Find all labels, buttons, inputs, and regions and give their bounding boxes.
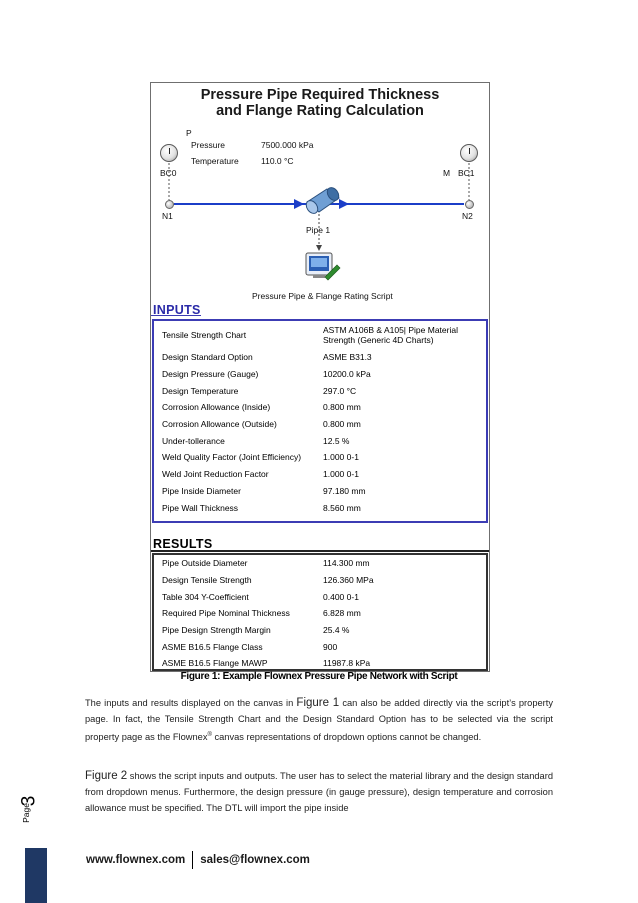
n1-label: N1 [162, 211, 173, 221]
property-value[interactable]: 297.0 °C [323, 385, 357, 396]
inputs-box [152, 319, 488, 523]
property-name: Design Pressure (Gauge) [162, 369, 259, 380]
footer-email-link[interactable]: sales@flownex.com [200, 854, 310, 867]
inputs-table [154, 321, 486, 516]
property-value[interactable]: 10200.0 kPa [323, 369, 371, 380]
table-row[interactable] [154, 416, 486, 433]
property-name: Tensile Strength Chart [162, 330, 247, 340]
property-name: Under-tollerance [162, 435, 225, 446]
network-diagram [151, 83, 489, 313]
script-icon[interactable] [306, 253, 340, 280]
page-number: 3 [18, 795, 40, 807]
table-row[interactable] [154, 638, 374, 655]
table-row[interactable] [154, 399, 486, 416]
network-figure [150, 82, 490, 672]
results-box [152, 553, 488, 671]
pipe-label: Pipe 1 [306, 225, 331, 235]
m-marker: M [443, 168, 451, 178]
footer-website-link[interactable]: www.flownex.com [86, 854, 186, 867]
pressure-value: 7500.000 kPa [261, 140, 314, 150]
inputs-heading: INPUTS [153, 303, 201, 317]
table-row[interactable] [154, 655, 374, 672]
node-n1[interactable] [165, 200, 174, 209]
figure-title-line1: Pressure Pipe Required Thickness [200, 87, 440, 103]
property-value[interactable]: 900 [323, 641, 338, 652]
page-number-label [18, 790, 48, 838]
pipe-icon[interactable] [304, 185, 341, 215]
node-n2[interactable] [465, 200, 474, 209]
property-value[interactable]: 114.300 mm [323, 558, 370, 569]
property-value[interactable]: 97.180 mm [323, 485, 366, 496]
table-row[interactable] [154, 572, 374, 589]
figure-2-reference[interactable]: Figure 2 [85, 770, 128, 782]
bc0-label: BC0 [160, 168, 177, 178]
property-value[interactable]: 25.4 % [323, 625, 350, 636]
property-value[interactable]: ASTM A106B & A105| Pipe Material Strength (Generic 4D Charts) [323, 325, 458, 345]
property-name: Design Tensile Strength [162, 575, 252, 586]
property-name: Required Pipe Nominal Thickness [162, 608, 290, 619]
n2-label: N2 [462, 211, 473, 221]
paragraph-1-part-c: canvas representations of dropdown options cannot be changed. [211, 732, 482, 743]
temperature-value: 110.0 °C [261, 156, 294, 166]
figure-title-line2: and Flange Rating Calculation [216, 103, 424, 119]
property-value[interactable]: ASME B31.3 [323, 352, 372, 363]
property-value[interactable]: 126.360 MPa [323, 575, 374, 586]
paragraph-2-text: shows the script inputs and outputs. The user has to select the material library and the design standard from dropdown menus. Furthermore, the design pressure (in gauge pressure), design temperature and corrosion allowance must be specified. The DTL will import the pipe inside [85, 771, 553, 813]
figure-caption: Figure 1: Example Flownex Pressure Pipe Network with Script [180, 671, 458, 682]
property-value[interactable]: 11987.8 kPa [323, 658, 371, 669]
table-row[interactable] [154, 483, 486, 500]
flow-arrow-right-icon [339, 199, 349, 209]
table-row[interactable] [154, 432, 486, 449]
property-name: Pipe Wall Thickness [162, 502, 239, 513]
pressure-label: Pressure [191, 140, 226, 150]
property-name: Weld Quality Factor (Joint Efficiency) [162, 452, 302, 463]
flow-arrow-left-icon [294, 199, 304, 209]
results-table [154, 555, 374, 672]
paragraph-1 [85, 695, 553, 745]
property-name: Pipe Inside Diameter [162, 485, 241, 496]
property-value[interactable]: 0.800 mm [323, 402, 361, 413]
property-value[interactable]: 0.800 mm [323, 419, 361, 430]
script-label: Pressure Pipe & Flange Rating Script [252, 291, 393, 301]
paragraph-1-part-b: can also be added directly via the script’s property page. In fact, the Tensile Strength Chart and the Design Standard Option has to be selected via the script property page as the Flownex [85, 698, 553, 743]
prop-marker: P [186, 128, 192, 138]
table-row[interactable] [154, 366, 486, 383]
property-value[interactable]: 0.400 0-1 [323, 591, 359, 602]
property-value[interactable]: 8.560 mm [323, 502, 361, 513]
property-name: Corrosion Allowance (Inside) [162, 402, 271, 413]
table-row[interactable] [154, 466, 486, 483]
registered-mark: ® [207, 732, 212, 738]
bc1-label: BC1 [458, 168, 475, 178]
property-name: Design Standard Option [162, 352, 253, 363]
property-name: ASME B16.5 Flange MAWP [162, 658, 268, 669]
temperature-label: Temperature [191, 156, 239, 166]
table-row[interactable] [154, 349, 486, 366]
table-row[interactable] [154, 588, 374, 605]
property-value[interactable]: 1.000 0-1 [323, 469, 359, 480]
property-value[interactable]: 6.828 mm [323, 608, 361, 619]
table-row[interactable] [154, 382, 486, 399]
property-value[interactable]: 1.000 0-1 [323, 452, 359, 463]
table-row[interactable] [154, 449, 486, 466]
inputs-heading-divider [151, 315, 201, 316]
connector-arrow-icon [316, 245, 322, 251]
footer [86, 851, 310, 869]
results-heading: RESULTS [153, 537, 213, 551]
property-name: Pipe Design Strength Margin [162, 625, 271, 636]
property-name: Corrosion Allowance (Outside) [162, 419, 277, 430]
property-name: ASME B16.5 Flange Class [162, 641, 263, 652]
footer-separator [192, 851, 193, 869]
page-word: Page [20, 803, 31, 823]
table-row[interactable] [154, 622, 374, 639]
footer-color-bar [25, 848, 47, 903]
table-row[interactable] [154, 555, 374, 572]
property-name: Weld Joint Reduction Factor [162, 469, 269, 480]
property-name: Pipe Outside Diameter [162, 558, 248, 569]
figure-1-reference[interactable]: Figure 1 [296, 697, 340, 709]
table-row[interactable] [154, 499, 486, 516]
paragraph-1-part-a: The inputs and results displayed on the canvas in [85, 698, 297, 708]
property-name: Table 304 Y-Coefficient [162, 591, 249, 602]
paragraph-2 [85, 768, 553, 816]
property-name: Design Temperature [162, 385, 239, 396]
table-row[interactable] [154, 605, 374, 622]
table-row[interactable] [154, 321, 486, 349]
property-value[interactable]: 12.5 % [323, 435, 350, 446]
results-heading-divider [151, 550, 489, 552]
